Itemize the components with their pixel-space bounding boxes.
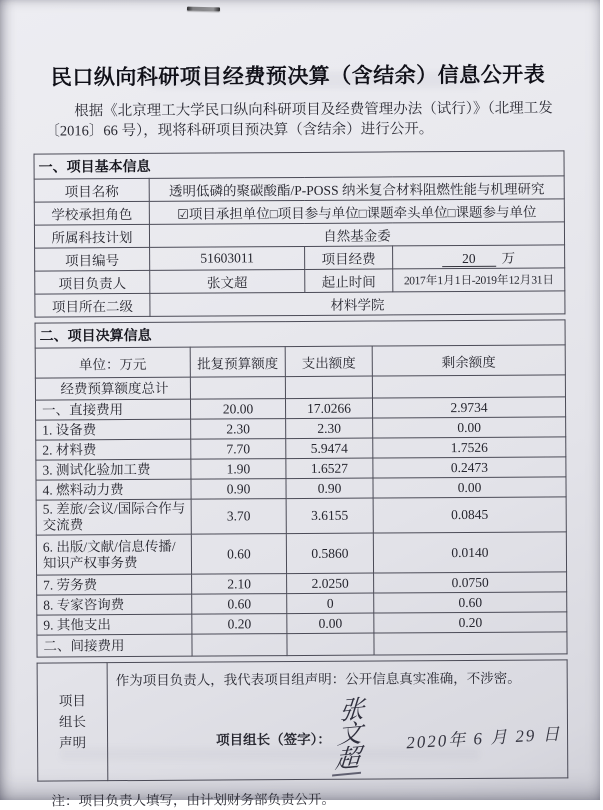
- budget-cell-approved: 0.20: [192, 614, 287, 635]
- budget-row-name: 5. 差旅/会议/国际合作与交流费: [36, 499, 191, 535]
- checkbox-unchecked-icon: □: [269, 206, 278, 222]
- budget-cell-remaining: 0.00: [373, 417, 566, 438]
- role-options: [149, 199, 564, 225]
- budget-row: [36, 532, 566, 575]
- document-title: 民口纵向科研项目经费预决算（含结余）信息公开表: [50, 62, 546, 90]
- funding-unit: 万: [501, 250, 516, 266]
- project-number-value: 51603011: [150, 246, 305, 270]
- funding-amount: 20: [442, 251, 496, 267]
- period-value: 2017 年 1 月 1 日-2019 年 12 月 31 日: [393, 268, 565, 292]
- department-label: 项目所在二级: [35, 293, 150, 317]
- budget-cell-spent: 17.0266: [285, 398, 372, 419]
- budget-cell-spent: 0.5860: [286, 533, 373, 574]
- project-name-label: 项目名称: [34, 178, 149, 202]
- intro-paragraph: 根据《北京理工大学民口纵向科研项目及经费管理办法（试行）》（北理工发〔2016〕66 号），现将科研项目预决算（含结余）进行公开。: [45, 100, 553, 140]
- declaration-table: [37, 659, 569, 781]
- budget-cell-approved: 7.70: [191, 439, 286, 460]
- role-option-label: 项目承担单位: [188, 206, 270, 222]
- handwritten-date: 2020年 6 月 29 日: [405, 724, 562, 753]
- budget-row-name: 二、间接费用: [37, 634, 192, 657]
- budget-cell-approved: 0.90: [191, 479, 286, 500]
- leader-label: 项目负责人: [35, 270, 150, 294]
- budget-row-name: 4. 燃料动力费: [36, 479, 191, 500]
- role-option-label: 项目参与单位: [277, 205, 359, 222]
- column-header-approved: 批复预算额度: [190, 347, 285, 378]
- budget-cell-approved: 20.00: [190, 399, 285, 420]
- budget-cell-approved: 1.90: [191, 459, 286, 480]
- budget-cell-remaining: 0.60: [374, 592, 567, 613]
- budget-cell-approved: 0.60: [192, 594, 287, 615]
- budget-cell-approved: 2.10: [192, 574, 287, 595]
- budget-cell-remaining: 0.2473: [373, 457, 566, 478]
- role-option: [270, 206, 359, 222]
- budget-cell-remaining: 0.00: [373, 477, 566, 498]
- budget-cell-spent: 2.0250: [287, 573, 374, 594]
- role-option: [359, 205, 448, 221]
- column-header-spent: 支出额度: [285, 346, 372, 377]
- role-option-label: 课题牵头单位: [366, 205, 448, 221]
- checkbox-unchecked-icon: □: [447, 205, 456, 221]
- budget-cell-spent: 1.6527: [286, 458, 373, 479]
- checkbox-checked-icon: ☑: [177, 206, 189, 222]
- budget-row-name: 经费预算额度总计: [35, 377, 190, 400]
- budget-row-name: 7. 劳务费: [37, 574, 192, 595]
- budget-cell-spent: 0: [287, 593, 374, 614]
- declaration-label-line: 项目: [58, 693, 86, 709]
- handwritten-signature: 张文超: [332, 698, 367, 777]
- budget-cell-spent: 5.9474: [286, 438, 373, 459]
- budget-cell-remaining: 0.0750: [374, 572, 567, 593]
- role-option-label: 课题参与单位: [455, 204, 537, 221]
- period-label: 起止时间: [305, 269, 393, 293]
- column-header-remaining: 剩余额度: [372, 345, 565, 376]
- basic-info-table: [33, 150, 565, 317]
- budget-cell-approved: 3.70: [191, 499, 286, 535]
- budget-cell-remaining: [372, 375, 565, 398]
- budget-cell-remaining: 0.0140: [373, 532, 566, 573]
- budget-row-name: 1. 设备费: [36, 419, 191, 440]
- budget-row-name: 一、直接费用: [35, 399, 190, 420]
- budget-row: [35, 375, 565, 400]
- budget-cell-remaining: 0.20: [374, 612, 567, 633]
- signature-label: 项目组长（签字）：: [216, 731, 331, 748]
- declaration-label-line: 声明: [59, 735, 87, 751]
- leader-value: 张文超: [150, 269, 305, 293]
- declaration-statement: 作为项目负责人，我代表项目组声明：公开信息真实准确，不涉密。: [115, 670, 521, 689]
- budget-cell-spent: 3.6155: [286, 498, 373, 534]
- budget-cell-spent: 0.00: [287, 613, 374, 634]
- role-option: [177, 206, 270, 222]
- checkbox-unchecked-icon: □: [358, 205, 367, 221]
- declaration-label: [37, 663, 108, 781]
- declaration-label-line: 组长: [58, 714, 87, 730]
- unit-label: 单位：万元: [35, 347, 190, 378]
- budget-cell-spent: [285, 376, 372, 399]
- role-label: 学校承担角色: [34, 201, 149, 225]
- budget-cell-remaining: 1.7526: [373, 437, 566, 458]
- budget-cell-spent: 2.30: [286, 418, 373, 439]
- budget-row-name: 8. 专家咨询费: [37, 594, 192, 615]
- program-value: 自然基金委: [149, 222, 564, 248]
- project-name-value: 透明低磷的聚碳酸酯/P-POSS 纳米复合材料阻燃性能与机理研究: [149, 176, 564, 202]
- funding-label: 项目经费: [305, 246, 393, 270]
- budget-row-name: 3. 测试化验加工费: [36, 459, 191, 480]
- budget-cell-approved: 0.60: [191, 534, 286, 575]
- declaration-body: [107, 660, 568, 781]
- budget-row-name: 9. 其他支出: [37, 614, 192, 635]
- budget-row-name: 2. 材料费: [36, 439, 191, 460]
- budget-table: [35, 319, 568, 657]
- section-title-budget: 二、项目决算信息: [35, 320, 565, 348]
- role-option: [448, 205, 537, 221]
- signature-row: [116, 696, 562, 776]
- budget-cell-approved: [192, 634, 287, 657]
- budget-cell-approved: 2.30: [191, 419, 286, 440]
- project-number-label: 项目编号: [35, 247, 150, 271]
- budget-cell-spent: [287, 633, 374, 656]
- budget-cell-remaining: 0.0845: [373, 497, 566, 533]
- budget-cell-remaining: [374, 632, 567, 655]
- budget-row: [36, 497, 566, 535]
- budget-cell-spent: 0.90: [286, 478, 373, 499]
- footnote: 注：项目负责人填写，由计划财务部负责公开。: [51, 791, 335, 809]
- department-value: 材料学院: [150, 291, 565, 317]
- program-label: 所属科技计划: [34, 224, 149, 248]
- budget-row-name: 6. 出版/文献/信息传播/知识产权事务费: [36, 534, 191, 575]
- budget-cell-approved: [190, 377, 285, 400]
- budget-row: [37, 632, 567, 657]
- section-title-basic-info: 一、项目基本信息: [34, 151, 564, 179]
- budget-cell-remaining: 2.9734: [372, 397, 565, 418]
- funding-value: [393, 245, 565, 269]
